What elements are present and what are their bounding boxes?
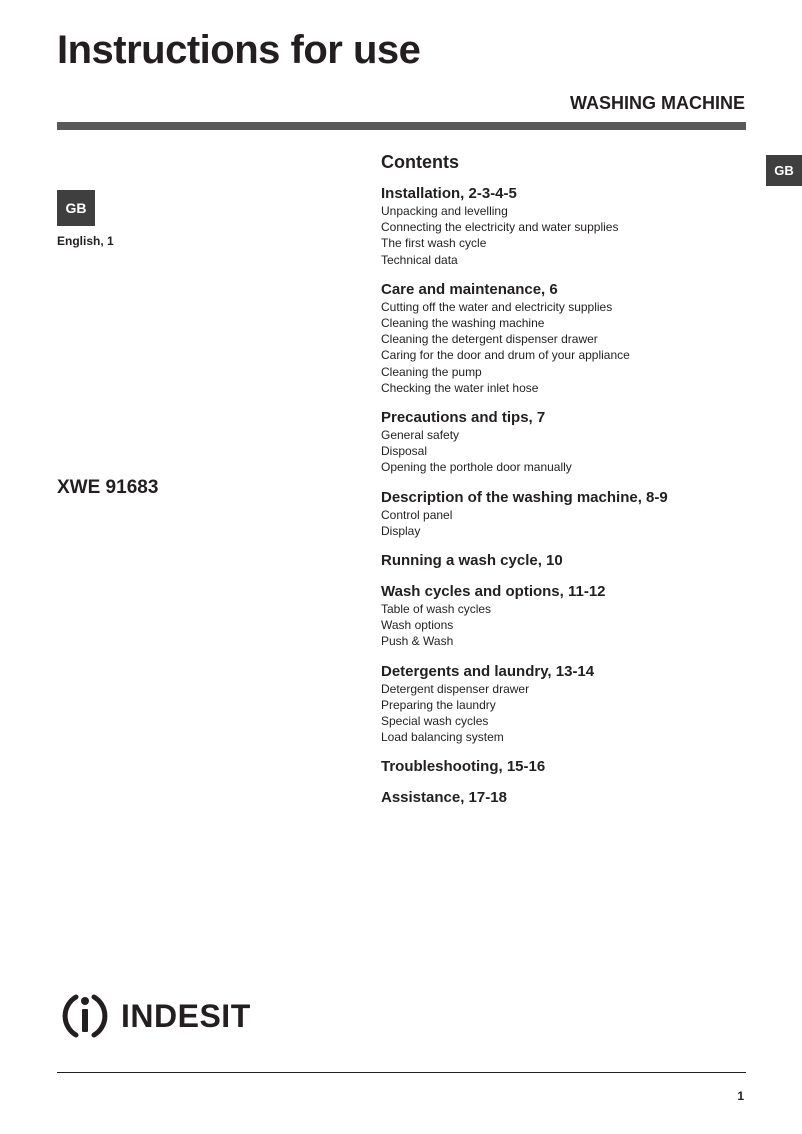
section-items (381, 601, 751, 650)
section-item: Cleaning the pump (381, 364, 482, 379)
contents-section (381, 552, 751, 570)
table-of-contents (381, 151, 751, 820)
indesit-logo-icon (57, 988, 113, 1044)
section-item: Unpacking and levelling (381, 204, 508, 218)
section-items (381, 681, 751, 746)
brand-wordmark: INDESIT (121, 998, 251, 1034)
contents-section (381, 281, 751, 396)
section-item: Caring for the door and drum of your appliance (381, 348, 630, 363)
section-item: The first wash cycle (381, 236, 487, 251)
section-title: Description of the washing machine, 8-9 (381, 488, 668, 506)
contents-heading: Contents (381, 152, 459, 172)
section-title: Detergents and laundry, 13-14 (381, 662, 595, 680)
section-item: Special wash cycles (381, 714, 489, 729)
section-title: Installation, 2-3-4-5 (381, 185, 517, 202)
section-item: Preparing the laundry (381, 697, 496, 712)
section-item: General safety (381, 428, 460, 443)
document-title: Instructions for use (57, 28, 421, 72)
contents-section (381, 409, 751, 476)
contents-section (381, 789, 751, 807)
model-number: XWE 91683 (57, 477, 159, 498)
section-item: Detergent dispenser drawer (381, 681, 530, 696)
footer-divider (57, 1072, 746, 1073)
section-item: Control panel (381, 507, 453, 522)
language-entry: English, 1 (57, 234, 114, 248)
section-items (381, 507, 751, 539)
section-items (381, 427, 751, 476)
brand-logo (57, 988, 251, 1044)
section-item: Table of wash cycles (381, 602, 492, 617)
section-items (381, 299, 751, 396)
section-item: Push & Wash (381, 634, 454, 649)
section-items (381, 203, 751, 268)
section-title: Troubleshooting, 15-16 (381, 758, 546, 776)
header-divider-bar (57, 122, 746, 130)
section-title: Running a wash cycle, 10 (381, 552, 563, 570)
contents-sections (381, 185, 751, 807)
section-title: Assistance, 17-18 (381, 789, 507, 807)
section-item: Disposal (381, 444, 428, 459)
contents-section (381, 489, 751, 539)
product-type: WASHING MACHINE (570, 93, 745, 113)
section-item: Load balancing system (381, 730, 504, 745)
section-item: Technical data (381, 252, 458, 267)
section-item: Checking the water inlet hose (381, 380, 539, 395)
language-side-tab: GB (766, 155, 802, 186)
contents-section (381, 663, 751, 746)
section-item: Opening the porthole door manually (381, 460, 572, 475)
section-item: Cleaning the detergent dispenser drawer (381, 332, 598, 347)
language-badge: GB (57, 190, 95, 226)
section-item: Cleaning the washing machine (381, 316, 545, 331)
section-item: Connecting the electricity and water supplies (381, 220, 619, 235)
page-number: 1 (737, 1089, 744, 1103)
section-title: Precautions and tips, 7 (381, 409, 546, 427)
section-title: Care and maintenance, 6 (381, 280, 558, 298)
contents-section (381, 758, 751, 776)
section-title: Wash cycles and options, 11-12 (381, 583, 606, 601)
section-item: Wash options (381, 618, 454, 633)
section-item: Cutting off the water and electricity supplies (381, 299, 613, 314)
contents-section (381, 583, 751, 650)
section-item: Display (381, 523, 421, 538)
contents-section (381, 185, 751, 268)
